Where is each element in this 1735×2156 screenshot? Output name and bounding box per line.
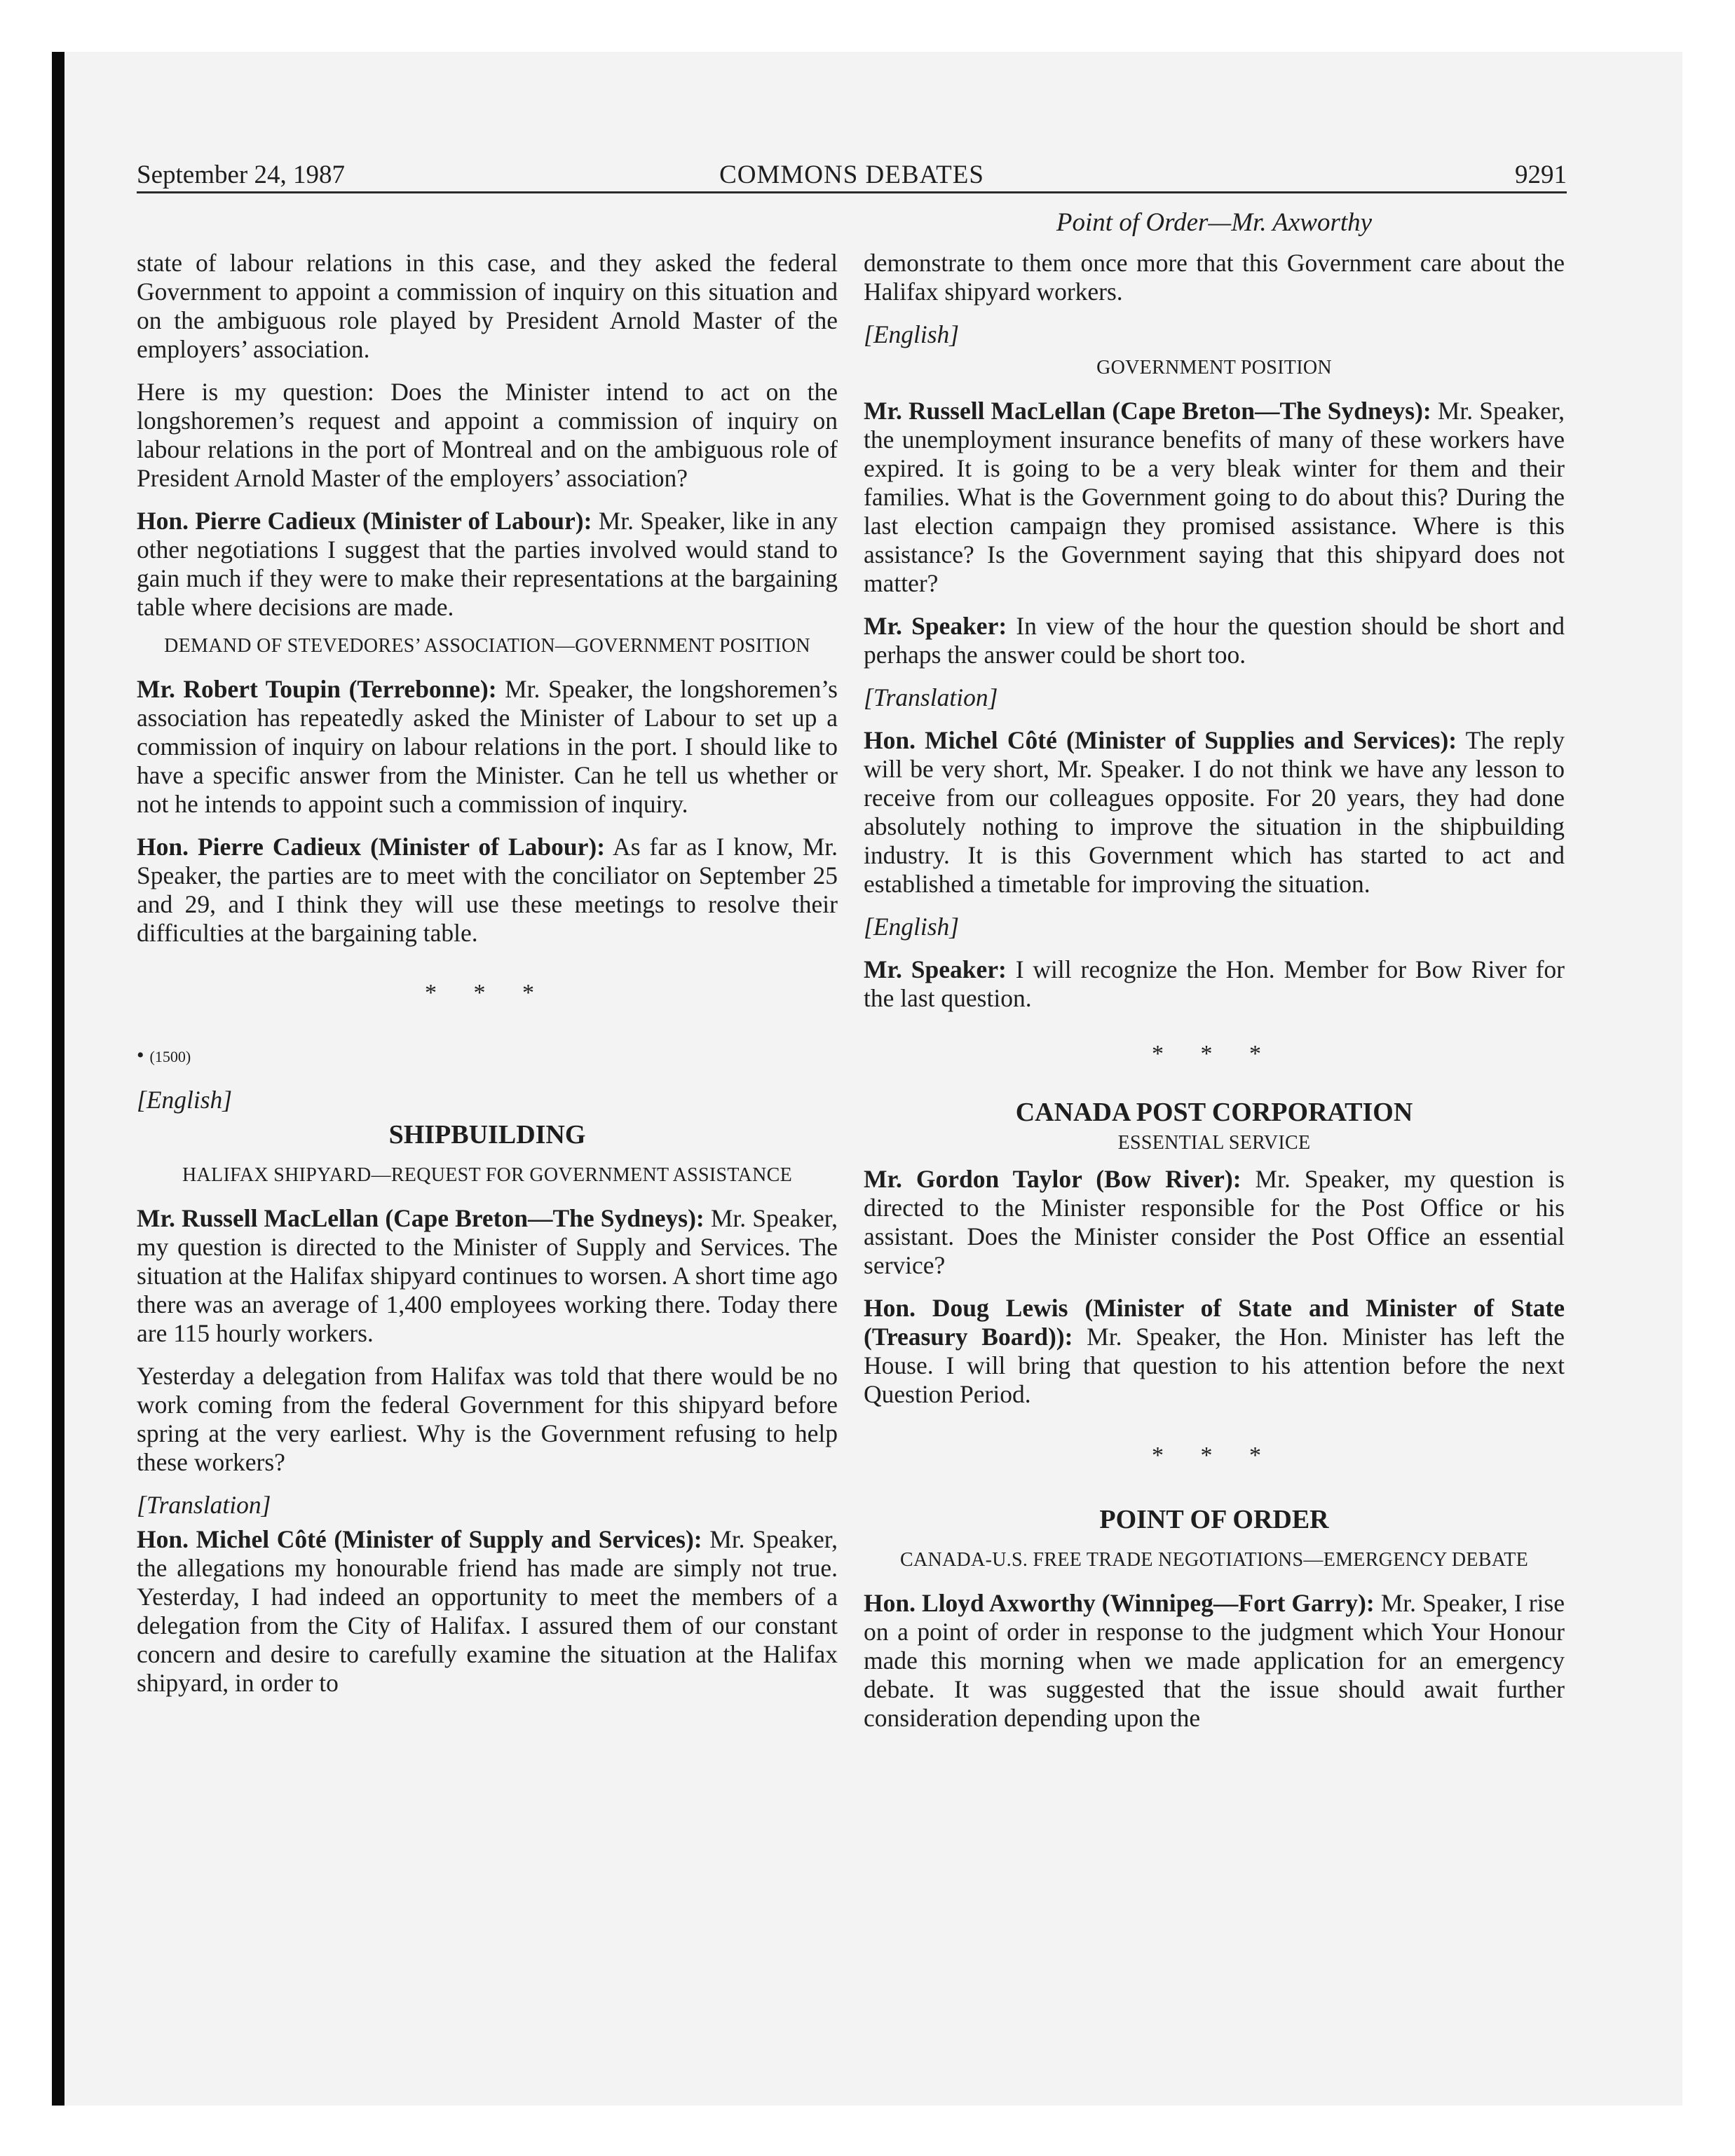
speaker-name: Mr. Speaker:: [864, 612, 1007, 640]
speech-text: As far as I know, Mr. Speaker, the parties are to meet with the conciliator on September 25 and 29, and I think they will use these meetings to resolve their difficulties at the bargaining table.: [137, 833, 838, 947]
speech-text: Mr. Speaker, I rise on a point of order in response to the judgment which Your Honour made this morning when we made application for an emergency debate. It was suggested that the issue should await further consideration depending upon the: [864, 1589, 1565, 1732]
page-header: [137, 157, 1567, 193]
speech-text: I will recognize the Hon. Member for Bow River for the last question.: [864, 955, 1565, 1012]
header-page-number: 9291: [1515, 161, 1567, 189]
subheading: DEMAND OF STEVEDORES’ ASSOCIATION—GOVERNMENT POSITION: [164, 635, 810, 657]
speaker-name: Mr. Speaker:: [864, 955, 1007, 983]
bullet-icon: •: [137, 1044, 144, 1067]
speaker-name: Mr. Robert Toupin (Terrebonne):: [137, 675, 497, 703]
section-separator: * * *: [425, 980, 550, 1006]
speech-text: Mr. Speaker, my question is directed to the Minister responsible for the Post Office or his assistant. Does the Minister consider the Post Office an essential service?: [864, 1165, 1565, 1279]
paragraph: Yesterday a delegation from Halifax was told that there would be no work coming from the federal Government for this shipyard before spring at the very earliest. Why is the Government refusing to help these workers?: [137, 1362, 838, 1476]
speaker-name: Hon. Pierre Cadieux (Minister of Labour):: [137, 833, 606, 861]
language-marker: [Translation]: [137, 1491, 271, 1519]
left-column: [137, 249, 838, 1698]
speech-text: Mr. Speaker, the unemployment insurance benefits of many of these workers have expired. It is going to be a very bleak winter for them and their families. What is the Government going to do about this? During the last election campaign they promised assistance. Where is this assistance? Is the Government saying that this shipyard does not matter?: [864, 397, 1565, 597]
header-rule: [137, 191, 1567, 193]
paragraph: [137, 833, 838, 948]
section-title: CANADA POST CORPORATION: [1015, 1098, 1413, 1127]
speech-text: Mr. Speaker, my question is directed to the Minister of Supply and Services. The situation at the Halifax shipyard continues to worsen. A short time ago there was an average of 1,400 employees working there. Today there are 115 hourly workers.: [137, 1204, 838, 1347]
speaker-name: Mr. Russell MacLellan (Cape Breton—The Sydneys):: [864, 397, 1431, 425]
section-separator: * * *: [1152, 1442, 1277, 1468]
paragraph: [864, 1165, 1565, 1280]
timestamp: [137, 1044, 838, 1069]
header-date: September 24, 1987: [137, 161, 345, 189]
paragraph: [864, 612, 1565, 669]
speech-text: Mr. Speaker, the Hon. Minister has left the House. I will bring that question to his attention before the next Question Period.: [864, 1323, 1565, 1408]
right-column: [864, 249, 1565, 1733]
paragraph: [864, 955, 1565, 1013]
speaker-name: Hon. Doug Lewis (Minister of State and Minister of State (Treasury Board)):: [864, 1294, 1565, 1351]
speaker-name: Hon. Lloyd Axworthy (Winnipeg—Fort Garry):: [864, 1589, 1375, 1617]
paragraph: [864, 1589, 1565, 1733]
paragraph: [864, 1294, 1565, 1409]
speaker-name: Hon. Pierre Cadieux (Minister of Labour):: [137, 507, 592, 535]
subheading: HALIFAX SHIPYARD—REQUEST FOR GOVERNMENT ASSISTANCE: [182, 1164, 792, 1186]
language-marker: [English]: [137, 1086, 233, 1114]
paragraph: [864, 726, 1565, 899]
paragraph: [137, 507, 838, 622]
paragraph: [137, 1204, 838, 1348]
language-marker: [English]: [864, 320, 960, 348]
subheading: CANADA-U.S. FREE TRADE NEGOTIATIONS—EMERGENCY DEBATE: [899, 1549, 1529, 1571]
speech-text: Mr. Speaker, like in any other negotiations I suggest that the parties involved would stand to gain much if they were to make their representations at the bargaining table where decisions are made.: [137, 507, 838, 621]
speech-text: Mr. Speaker, the longshoremen’s association has repeatedly asked the Minister of Labour to set up a commission of inquiry on labour relations in the port. I should like to have a specific answer from the Minister. Can he tell us whether or not he intends to appoint such a commission of inquiry.: [137, 675, 838, 818]
binding-edge: [52, 52, 64, 2106]
running-head: Point of Order—Mr. Axworthy: [1056, 208, 1373, 237]
paragraph: [137, 1525, 838, 1698]
paragraph: [864, 397, 1565, 598]
paragraph: state of labour relations in this case, and they asked the federal Government to appoint a commission of inquiry on this situation and on the ambiguous role played by President Arnold Master of the employers’ association.: [137, 249, 838, 363]
subheading: ESSENTIAL SERVICE: [1117, 1132, 1311, 1154]
speech-text: The reply will be very short, Mr. Speaker. I do not think we have any lesson to receive from our colleagues opposite. For 20 years, they had done absolutely nothing to improve the situation in the shipbuilding industry. It is this Government which has started to act and established a timetable for improving the situation.: [864, 726, 1565, 898]
speech-text: In view of the hour the question should be short and perhaps the answer could be short too.: [864, 612, 1565, 669]
header-publication: COMMONS DEBATES: [719, 161, 984, 189]
language-marker: [English]: [864, 913, 960, 941]
speaker-name: Mr. Gordon Taylor (Bow River):: [864, 1165, 1241, 1193]
speaker-name: Hon. Michel Côté (Minister of Supplies and Services):: [864, 726, 1457, 754]
speaker-name: Hon. Michel Côté (Minister of Supply and Services):: [137, 1525, 702, 1553]
speech-text: Mr. Speaker, the allegations my honourable friend has made are simply not true. Yesterday, I had indeed an opportunity to meet the members of a delegation from the City of Halifax. I assured them of our constant concern and desire to carefully examine the situation at the Halifax shipyard, in order to: [137, 1525, 838, 1697]
timestamp-text: (1500): [149, 1048, 191, 1065]
section-title: SHIPBUILDING: [388, 1120, 586, 1149]
paragraph: [137, 675, 838, 819]
section-title: POINT OF ORDER: [1099, 1505, 1329, 1534]
language-marker: [Translation]: [864, 683, 998, 711]
speaker-name: Mr. Russell MacLellan (Cape Breton—The Sydneys):: [137, 1204, 705, 1232]
paragraph: Here is my question: Does the Minister intend to act on the longshoremen’s request and appoint a commission of inquiry on labour relations in the port of Montreal and on the ambiguous role of President Arnold Master of the employers’ association?: [137, 378, 838, 492]
subheading: GOVERNMENT POSITION: [1096, 357, 1332, 378]
section-separator: * * *: [1152, 1041, 1277, 1067]
paragraph: demonstrate to them once more that this Government care about the Halifax shipyard workers.: [864, 249, 1565, 306]
